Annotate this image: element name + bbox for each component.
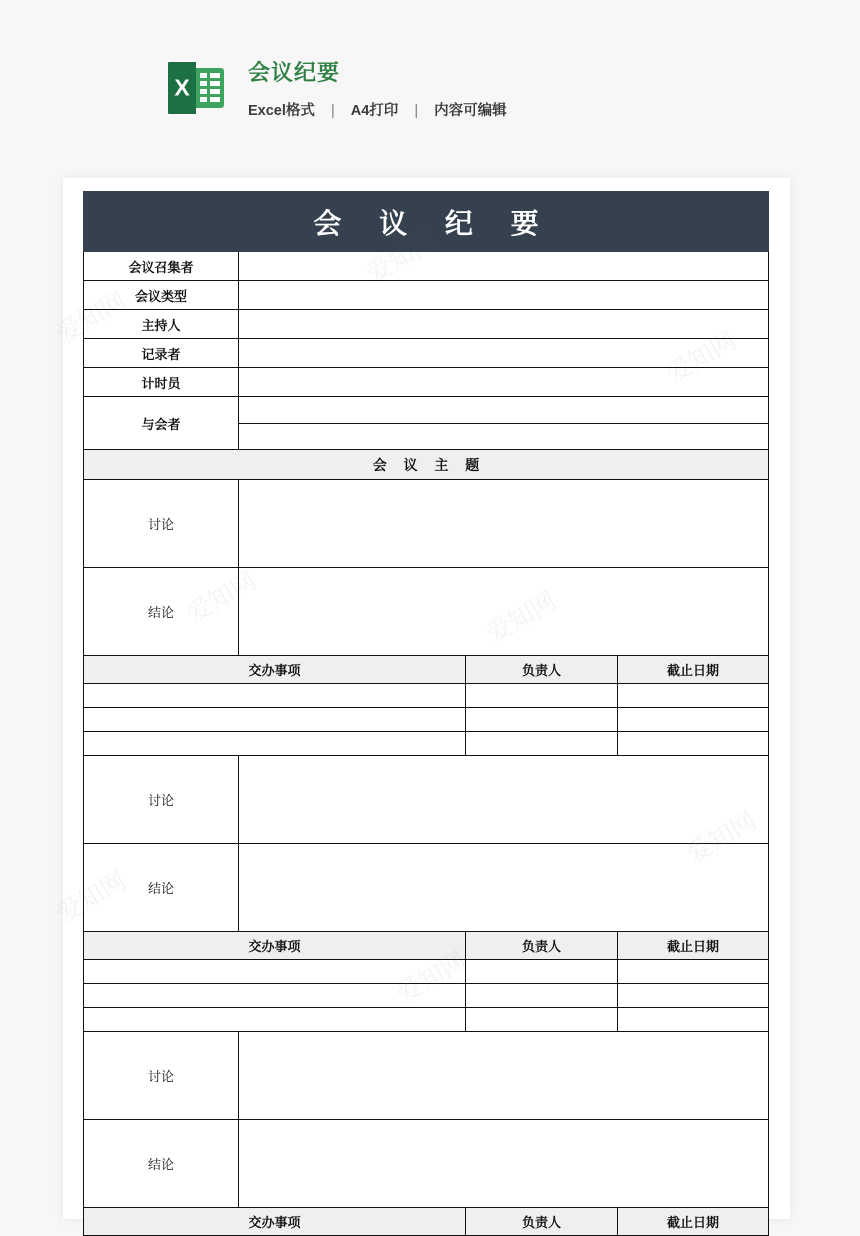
table-row	[84, 368, 769, 397]
column-header-due-3: 截止日期	[618, 1208, 769, 1236]
table-row-conclusion	[84, 568, 769, 656]
table-row-banner	[84, 192, 769, 252]
label-meeting-type: 会议类型	[84, 281, 239, 310]
header-text-block	[248, 56, 507, 121]
cell-task[interactable]	[84, 984, 466, 1008]
table-row-task-header	[84, 932, 769, 960]
document-meta	[248, 101, 507, 121]
cell-due[interactable]	[618, 732, 769, 756]
cell-task[interactable]	[84, 708, 466, 732]
meta-print: A4打印	[350, 103, 399, 119]
label-discussion-3: 讨论	[84, 1032, 239, 1120]
label-conclusion-3: 结论	[84, 1120, 239, 1208]
field-recorder[interactable]	[239, 339, 769, 368]
table-row	[84, 281, 769, 310]
table-row	[84, 960, 769, 984]
cell-owner[interactable]	[466, 684, 618, 708]
table-row-attendees	[84, 397, 769, 450]
column-header-due-1: 截止日期	[618, 656, 769, 684]
cell-task[interactable]	[84, 732, 466, 756]
meeting-minutes-table	[83, 191, 769, 1236]
column-header-owner-1: 负责人	[466, 656, 618, 684]
field-conclusion-2[interactable]	[239, 844, 769, 932]
label-attendees: 与会者	[84, 397, 239, 450]
field-attendees-group	[239, 397, 769, 450]
field-attendees-line-2[interactable]	[239, 423, 768, 449]
cell-owner[interactable]	[466, 1008, 618, 1032]
document-header	[168, 56, 507, 121]
label-conclusion-2: 结论	[84, 844, 239, 932]
table-row	[84, 252, 769, 281]
excel-file-icon	[168, 60, 226, 116]
table-row-task-header	[84, 1208, 769, 1236]
table-row-conclusion	[84, 844, 769, 932]
column-header-task-2: 交办事项	[84, 932, 466, 960]
cell-task[interactable]	[84, 684, 466, 708]
spreadsheet-preview-card	[63, 178, 790, 1231]
cell-due[interactable]	[618, 684, 769, 708]
cell-due[interactable]	[618, 960, 769, 984]
table-row-conclusion	[84, 1120, 769, 1208]
field-convener[interactable]	[239, 252, 769, 281]
cell-due[interactable]	[618, 708, 769, 732]
label-host: 主持人	[84, 310, 239, 339]
excel-icon-grid-panel	[196, 68, 224, 108]
cell-due[interactable]	[618, 1008, 769, 1032]
label-recorder: 记录者	[84, 339, 239, 368]
table-row	[84, 708, 769, 732]
table-row	[84, 310, 769, 339]
field-conclusion-3[interactable]	[239, 1120, 769, 1208]
document-banner-title: 会 议 纪 要	[84, 192, 769, 252]
column-header-task-1: 交办事项	[84, 656, 466, 684]
label-discussion-2: 讨论	[84, 756, 239, 844]
cell-due[interactable]	[618, 984, 769, 1008]
table-row-section-header	[84, 450, 769, 480]
cell-task[interactable]	[84, 960, 466, 984]
table-row	[84, 1008, 769, 1032]
field-host[interactable]	[239, 310, 769, 339]
cell-task[interactable]	[84, 1008, 466, 1032]
table-row-discussion	[84, 1032, 769, 1120]
cell-owner[interactable]	[466, 984, 618, 1008]
field-attendees-line-1[interactable]	[239, 397, 768, 423]
table-row-discussion	[84, 480, 769, 568]
excel-icon-x-panel	[168, 62, 196, 114]
meta-separator-2: |	[414, 103, 419, 119]
field-discussion-1[interactable]	[239, 480, 769, 568]
label-discussion-1: 讨论	[84, 480, 239, 568]
field-conclusion-1[interactable]	[239, 568, 769, 656]
column-header-owner-2: 负责人	[466, 932, 618, 960]
field-discussion-3[interactable]	[239, 1032, 769, 1120]
label-conclusion-1: 结论	[84, 568, 239, 656]
table-row	[84, 339, 769, 368]
column-header-task-3: 交办事项	[84, 1208, 466, 1236]
page-title: 会议纪要	[248, 60, 341, 85]
table-row-discussion	[84, 756, 769, 844]
field-discussion-2[interactable]	[239, 756, 769, 844]
meta-separator-1: |	[330, 103, 335, 119]
meta-editable: 内容可编辑	[434, 103, 507, 119]
field-timekeeper[interactable]	[239, 368, 769, 397]
table-row	[84, 984, 769, 1008]
column-header-owner-3: 负责人	[466, 1208, 618, 1236]
cell-owner[interactable]	[466, 960, 618, 984]
meta-format: Excel格式	[248, 103, 315, 119]
table-row-task-header	[84, 656, 769, 684]
table-row	[84, 732, 769, 756]
column-header-due-2: 截止日期	[618, 932, 769, 960]
table-row	[84, 684, 769, 708]
label-convener: 会议召集者	[84, 252, 239, 281]
cell-owner[interactable]	[466, 708, 618, 732]
cell-owner[interactable]	[466, 732, 618, 756]
label-timekeeper: 计时员	[84, 368, 239, 397]
field-meeting-type[interactable]	[239, 281, 769, 310]
section-header-meeting-topic: 会 议 主 题	[84, 450, 769, 480]
